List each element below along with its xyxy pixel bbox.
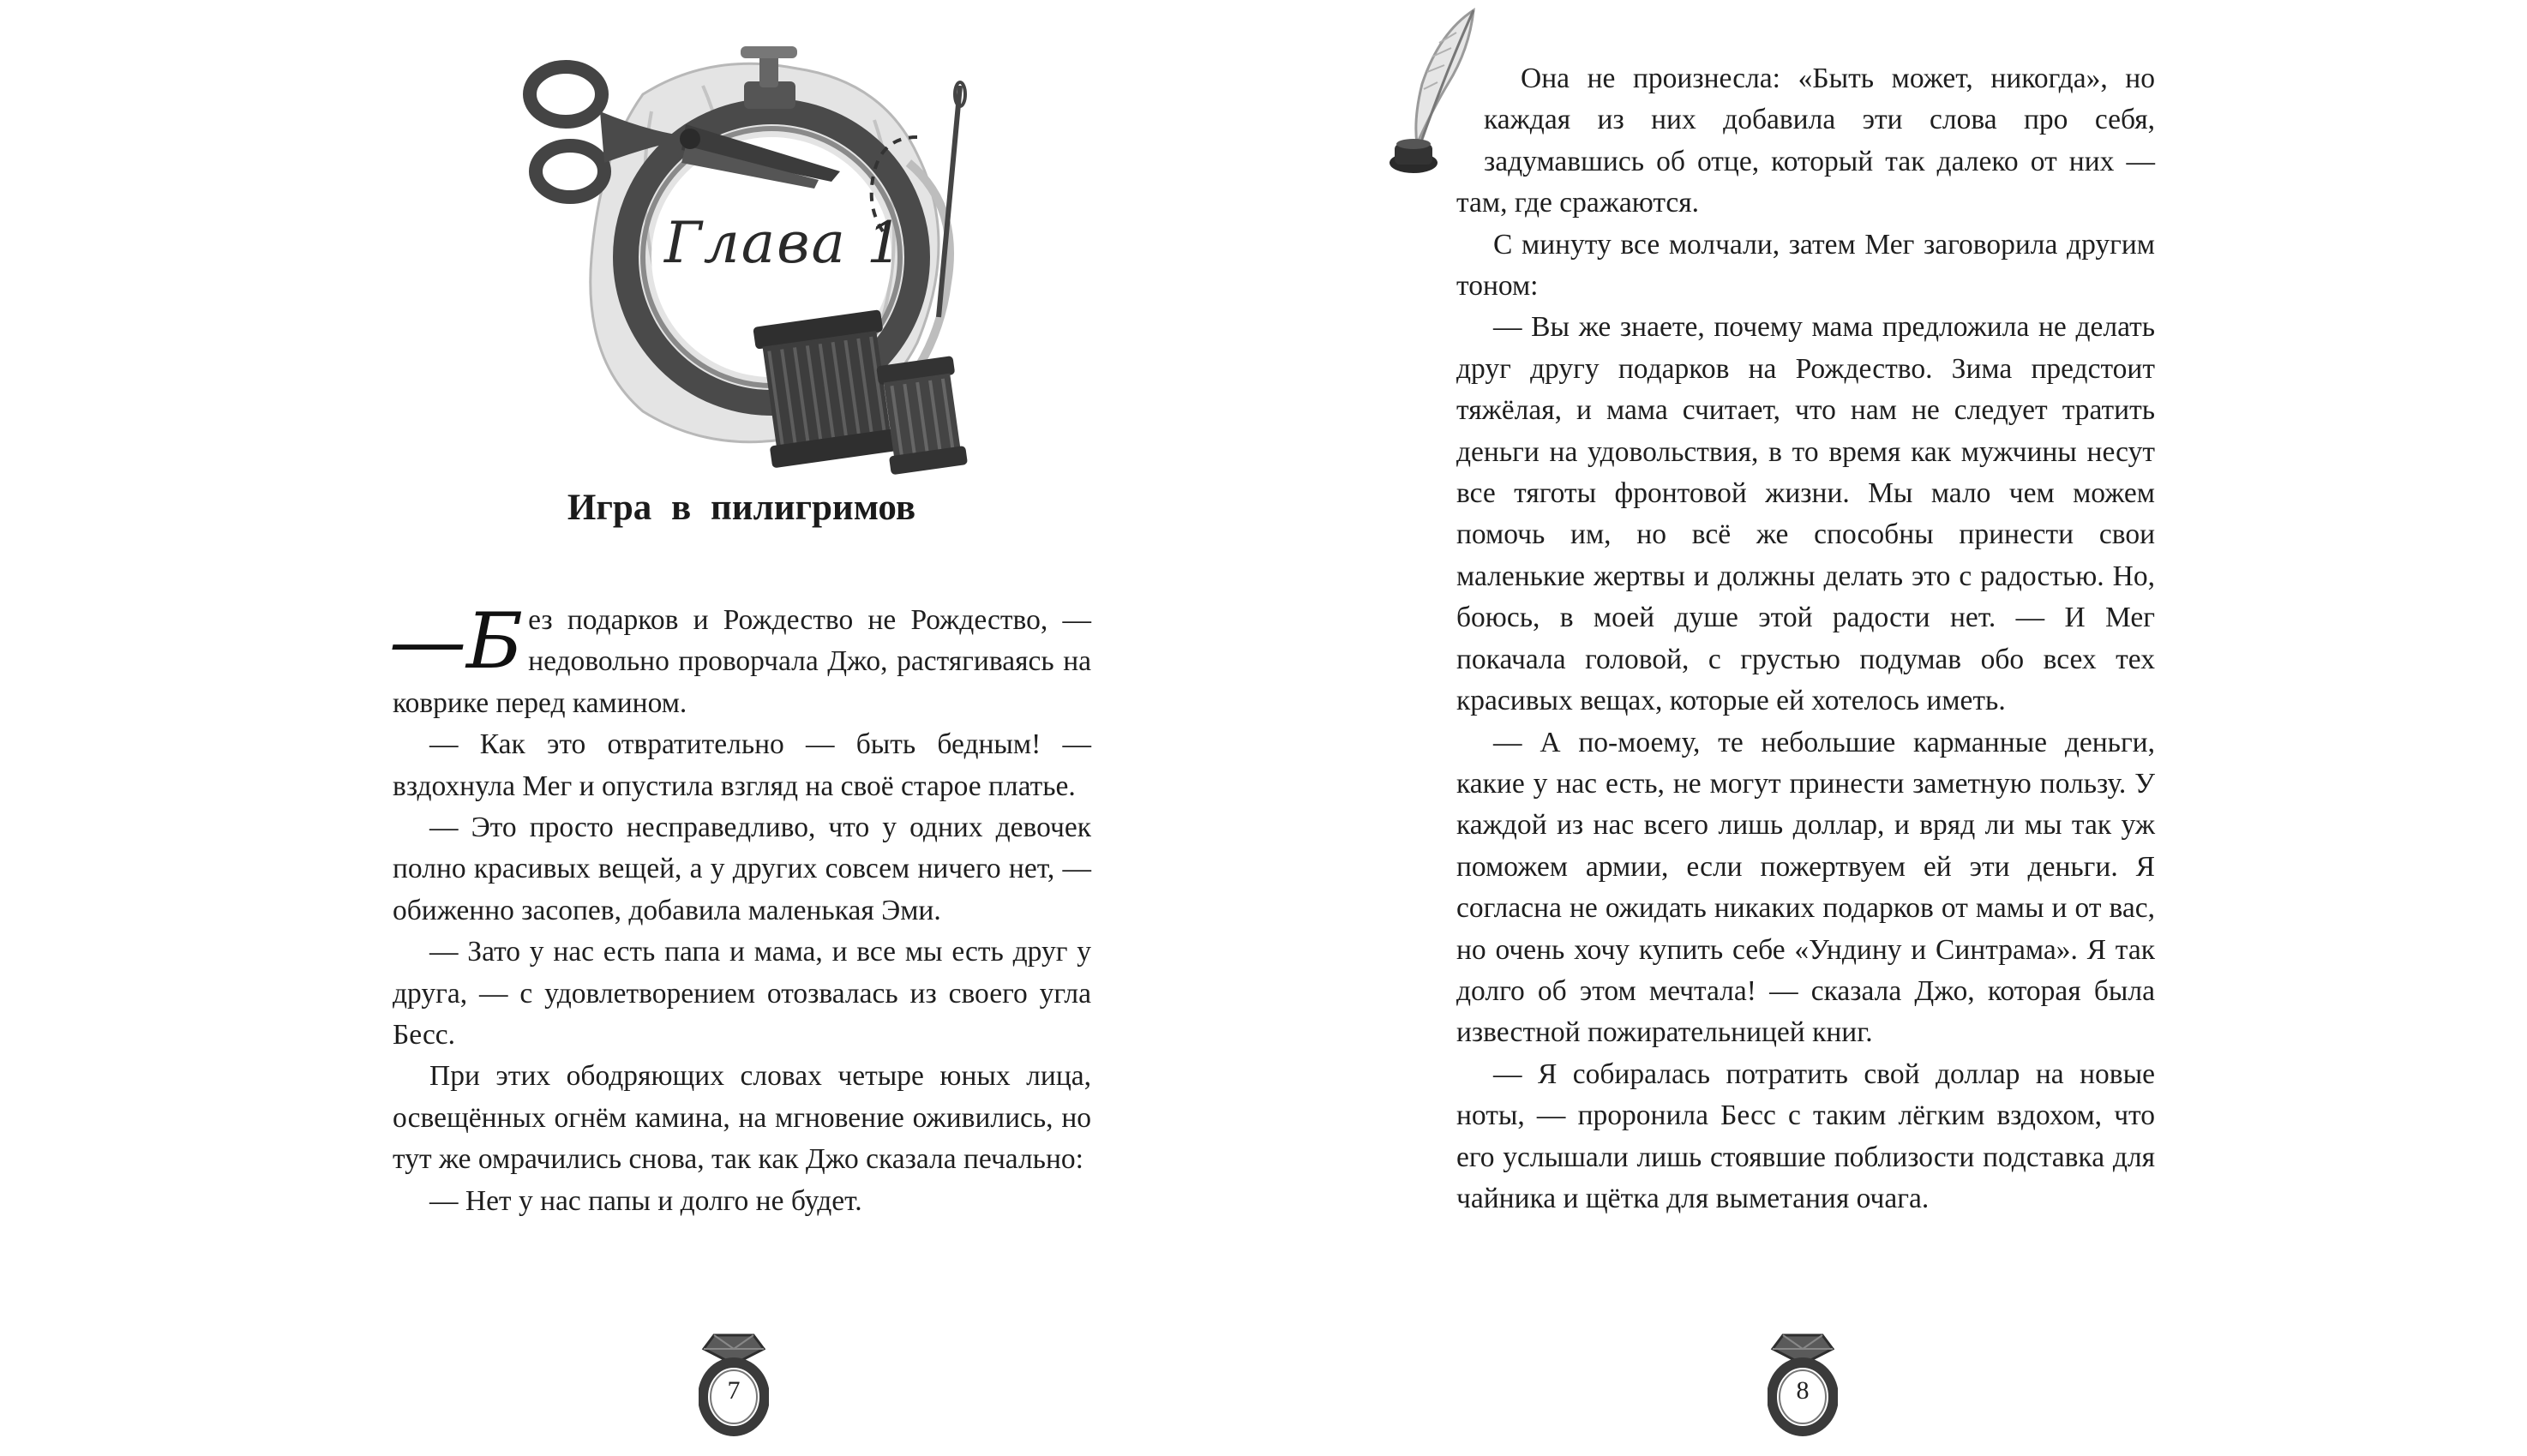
right-text-column	[1456, 58, 2155, 1219]
paragraph: Она не произнесла: «Быть может, никогда», но каждая из них добавила эти слова про себя, задумавшись об отце, который так далеко от них — там, где сражаются.	[1456, 63, 2155, 219]
drop-cap: —Б	[389, 596, 524, 686]
quill-inkwell-icon	[1388, 7, 1484, 178]
paragraph: — Нет у нас папы и долго не будет.	[429, 1184, 862, 1217]
paragraph: С минуту все молчали, затем Мег заговорила другим тоном:	[1456, 228, 2155, 303]
paragraph	[389, 596, 1091, 724]
paragraph: — Зато у нас есть папа и мама, и все мы есть друг у друга, — с удовлетворением отозвалась из своего угла Бесс.	[393, 936, 1091, 1052]
paragraph-text: ез подарков и Рождество не Рождество, — недовольно проворчала Джо, растягиваясь на коврике перед камином.	[393, 604, 1091, 719]
paragraph: — Как это отвратительно — быть бедным! — вздохнула Мег и опустила взгляд на своё старое платье.	[393, 728, 1091, 802]
left-text-column	[389, 596, 1091, 1222]
chapter-emblem	[514, 34, 1011, 497]
paragraph: При этих ободряющих словах четыре юных лица, освещённых огнём камина, на мгновение оживились, но тут же омрачились снова, так как Джо сказала печально:	[393, 1060, 1091, 1176]
paragraph: — Я собиралась потратить свой доллар на новые ноты, — проронила Бесс с таким лёгким вздохом, что его услышали лишь стоявшие поблизости подставка для чайника и щётка для выметания очага.	[1456, 1058, 2155, 1214]
paragraph: — А по-моему, те небольшие карманные деньги, какие у нас есть, не могут принести заметную пользу. У каждой из нас всего лишь доллар, и вряд ли мы так уж поможем армии, если пожертвуем ей эти деньги. Я согласна не ожидать никаких подарков от мамы и от вас, но очень хочу купить себе «Ундину и Синтрама». Я так долго об этом мечтала! — сказала Джо, которая была известной пожирательницей книг.	[1456, 726, 2155, 1049]
section-heading: Игра в пилигримов	[567, 488, 916, 528]
page-number: 8	[1796, 1376, 1810, 1405]
quill-ornament	[1388, 7, 1484, 178]
page-number-badge	[1768, 1327, 1838, 1438]
right-page	[1264, 0, 2527, 1456]
chapter-title: Глава 1	[664, 210, 904, 276]
paragraph: — Вы же знаете, почему мама предложила не делать друг другу подарков на Рождество. Зима предстоит тяжёлая, и мама считает, что нам не следует тратить деньги на удовольствия, в то время как мужчины несут все тяготы фронтовой жизни. Мы мало чем можем помочь им, но всё же способны принести свои маленькие жертвы и должны делать это с радостью. Но, боюсь, в моей душе этой радости нет. — И Мег покачала головой, с грустью подумав обо всех тех красивых вещах, которые ей хотелось иметь.	[1456, 311, 2155, 717]
paragraph: — Это просто несправедливо, что у одних девочек полно красивых вещей, а у других совсем ничего нет, — обиженно засопев, добавила маленькая Эми.	[393, 812, 1091, 926]
page-number: 7	[727, 1376, 741, 1405]
page-number-badge	[699, 1327, 769, 1438]
